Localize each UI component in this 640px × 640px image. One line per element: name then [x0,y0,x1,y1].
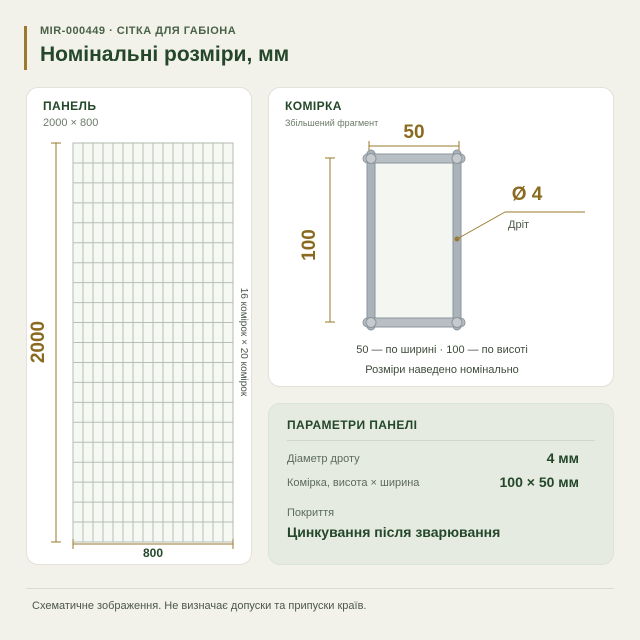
param-label: Комірка, висота × ширина [287,477,420,489]
wire-diameter-label: Ø 4 [511,184,543,205]
product-sku: MIR-000449 · СІТКА ДЛЯ ГАБІОНА [40,25,237,37]
panel-height-label: 2000 [28,320,49,364]
param-value: 4 мм [546,450,579,466]
param-row-wire-diameter [287,450,579,470]
panel-width-label: 800 [142,546,164,560]
cell-wire-left [367,150,375,330]
footer-divider [26,588,614,589]
parameters-card [268,403,614,565]
wire-callout-dot [455,237,460,242]
parameters-title: ПАРАМЕТРИ ПАНЕЛІ [287,418,418,432]
page-title: Номінальні розміри, мм [40,43,290,66]
cell-weld-top-right [452,154,462,164]
panel-cells-count-label: 16 комірок × 20 комірок [238,287,249,397]
parameters-divider [287,440,595,441]
cell-width-label: 50 [403,122,425,143]
wire-label: Дріт [508,219,530,231]
cell-card-title: КОМІРКА [285,99,342,113]
cell-weld-bottom-right [452,318,462,328]
cell-wire-bottom [363,318,465,327]
cell-caption: 50 — по ширині · 100 — по висоті [356,344,528,356]
coating-label: Покриття [287,507,335,519]
footer-note: Схематичне зображення. Не визначає допуски та припуски країв. [32,600,367,612]
cell-height-label: 100 [299,229,320,261]
cell-diagram [269,88,615,388]
cell-wire-top [363,154,465,163]
param-row-cell-size [287,474,579,494]
cell-opening [373,163,455,322]
panel-diagram [27,88,253,566]
coating-value: Цинкування після зварювання [287,524,501,540]
panel-card-title: ПАНЕЛЬ [43,99,97,113]
wire-callout-leader [457,212,505,239]
cell-weld-bottom-left [366,318,376,328]
cell-card [268,87,614,387]
param-value: 100 × 50 мм [499,474,579,490]
header-accent-bar [24,26,27,70]
panel-size-text: 2000 × 800 [43,117,99,129]
cell-weld-top-left [366,154,376,164]
panel-mesh-grid [73,143,233,542]
cell-card-subtitle: Збільшений фрагмент [285,118,379,128]
param-label: Діаметр дроту [287,453,360,465]
cell-note: Розміри наведено номінально [365,364,519,376]
panel-card [26,87,252,565]
